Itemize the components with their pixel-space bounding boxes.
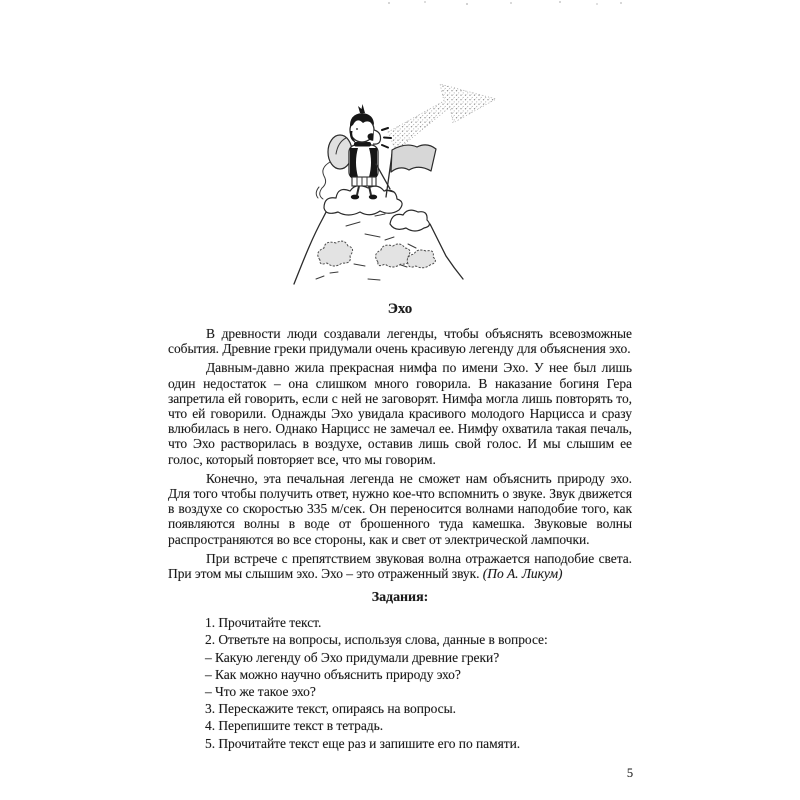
snow-cloud	[390, 210, 429, 231]
scan-noise-speckles	[388, 2, 390, 4]
task-item: – Что же такое эхо?	[205, 684, 316, 700]
article-paragraph-text: При встрече с препятствием звуковая волна отражается наподобие света. При этом мы слышим эхо. Эхо – это отраженный звук.	[168, 550, 632, 582]
echo-mountain-illustration	[280, 58, 520, 298]
bush	[407, 250, 435, 268]
task-item: – Как можно научно объяснить природу эхо?	[205, 666, 461, 682]
echo-sound-arrow-icon	[388, 84, 496, 151]
bush	[376, 244, 410, 267]
task-item: 2. Ответьте на вопросы, используя слова, данные в вопросе:	[205, 632, 548, 648]
snow-cloud	[324, 186, 402, 215]
climber-character	[316, 104, 394, 199]
page-title: Эхо	[387, 301, 413, 317]
page-number: 5	[626, 766, 634, 780]
mountain-peak	[294, 186, 463, 284]
tasks-list	[205, 614, 632, 752]
article-paragraph: В древности люди создавали легенды, чтобы объяснять всевозможные события. Древние греки придумали очень красивую легенду для объяснения эхо.	[168, 326, 632, 357]
summit-flag	[386, 145, 436, 197]
reading-text-article	[168, 300, 632, 752]
task-item: 1. Прочитайте текст.	[205, 615, 322, 631]
task-item: 5. Прочитайте текст еще раз и запишите его по памяти.	[205, 735, 521, 751]
task-item: 4. Перепишите текст в тетрадь.	[205, 718, 384, 734]
article-paragraph	[168, 551, 632, 581]
article-paragraph: Конечно, эта печальная легенда не сможет нам объяснить природу эхо. Для того чтобы получить ответ, нужно кое-что вспомнить о звуке. Звук движется в воздухе со скоростью 335 м/сек. Он переносится волнами наподобие того, как появляются волны в воде от брошенного туда камешка. Звуковые волны распространяются во все стороны, как и свет от электрической лампочки.	[168, 470, 632, 547]
article-paragraph: Давным-давно жила прекрасная нимфа по имени Эхо. У нее был лишь один недостаток – она слишком много говорила. В наказание богиня Гера запретила ей говорить, если с ней не заговорят. Нимфа могла лишь повторять то, что ей говорили. Однажды Эхо увидала красивого молодого Нарцисса и сразу влюбилась в него. Однако Нарцисс не замечал ее. Нимфу охватила такая печаль, что Эхо растворилась в воздухе, оставив лишь свой голос. И мы слышим ее голос, который повторяет все, что мы говорим.	[168, 360, 632, 467]
task-item: – Какую легенду об Эхо придумали древние греки?	[205, 649, 500, 665]
bush	[318, 241, 353, 266]
tasks-heading: Задания:	[371, 590, 429, 606]
author-attribution: (По А. Ликум)	[482, 566, 563, 582]
task-item: 3. Перескажите текст, опираясь на вопросы.	[205, 701, 456, 717]
